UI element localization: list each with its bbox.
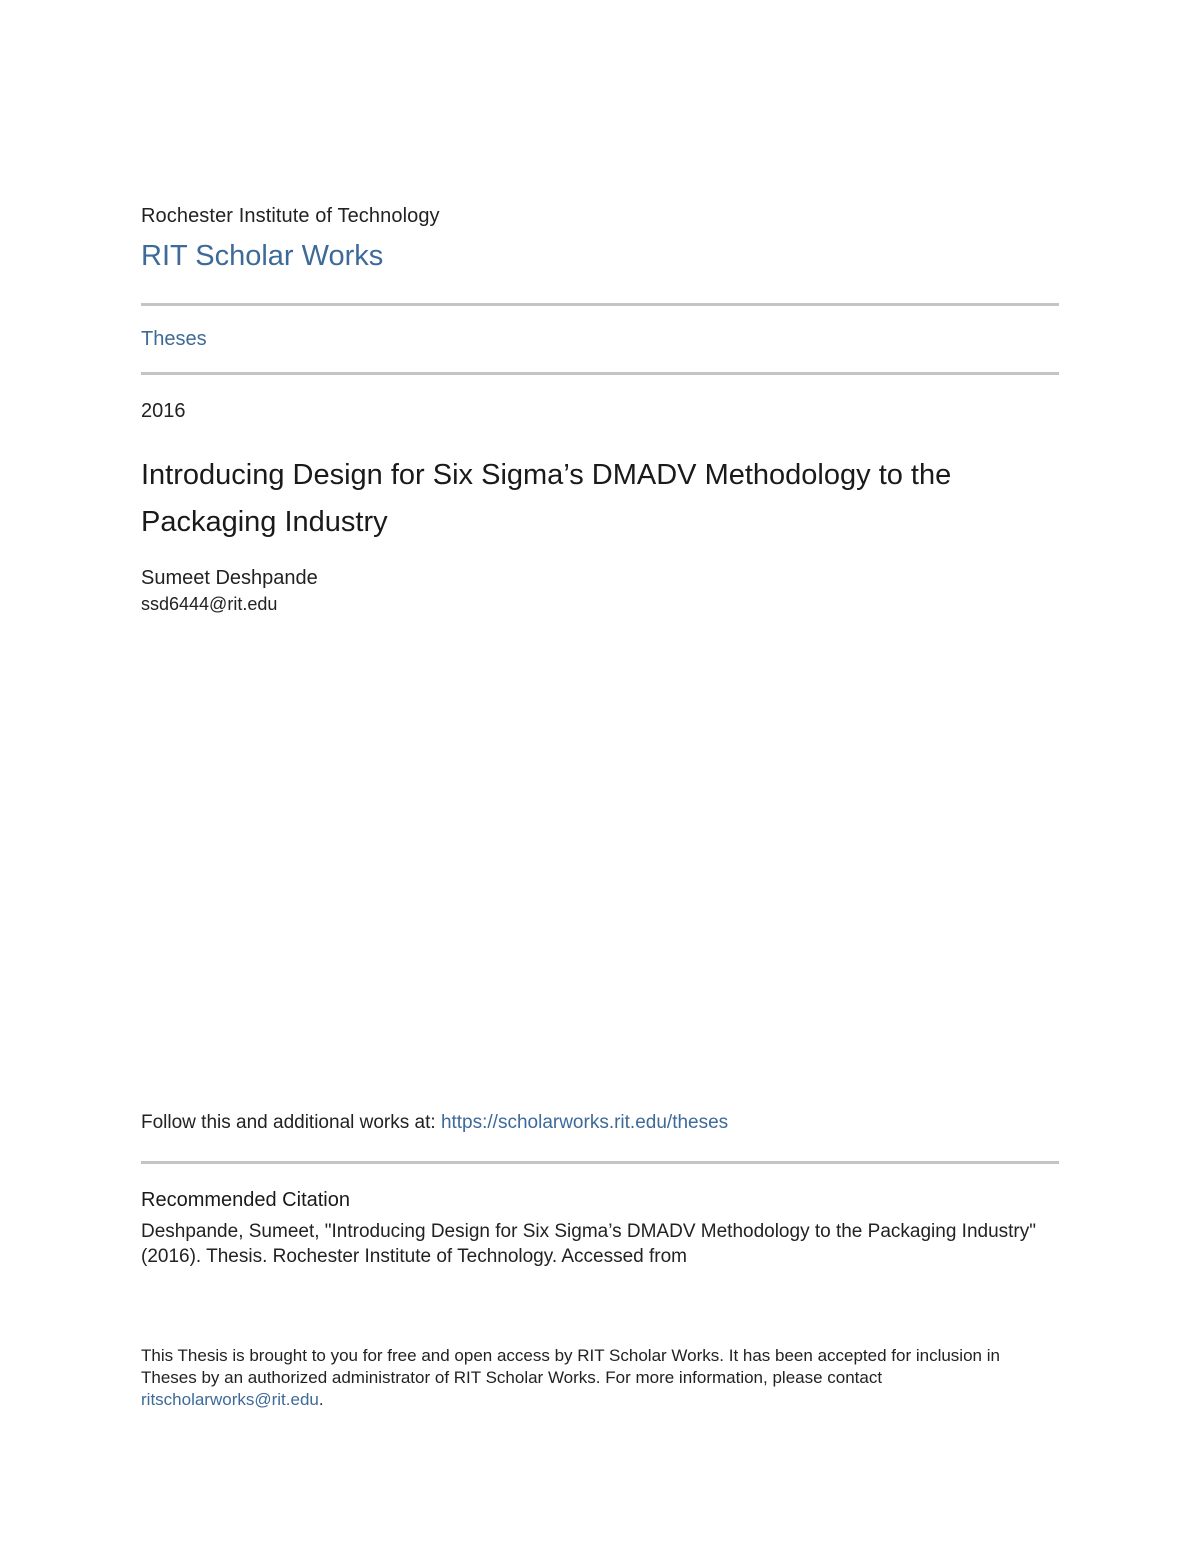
divider	[141, 1161, 1059, 1164]
citation-heading: Recommended Citation	[141, 1189, 350, 1211]
collection-link[interactable]: Theses	[141, 328, 207, 350]
collection-url-link[interactable]: https://scholarworks.rit.edu/theses	[440, 1112, 729, 1133]
document-title: Introducing Design for Six Sigma’s DMADV Methodology to the Packaging Industry	[141, 459, 952, 538]
author-name: Sumeet Deshpande	[141, 567, 318, 589]
follow-prefix: Follow this and additional works at:	[141, 1112, 441, 1133]
divider	[141, 372, 1059, 375]
cover-page	[141, 0, 1059, 1553]
divider	[141, 303, 1059, 306]
repository-link[interactable]: RIT Scholar Works	[141, 240, 384, 272]
notice-text: This Thesis is brought to you for free and open access by RIT Scholar Works. It has been accepted for inclusion in Theses by an authorized administrator of RIT Scholar Works. For more information, please contact	[141, 1346, 1000, 1387]
follow-line	[141, 1112, 728, 1134]
author-email: ssd6444@rit.edu	[141, 594, 278, 614]
institution-name: Rochester Institute of Technology	[141, 205, 440, 227]
publication-year: 2016	[141, 400, 186, 422]
notice-suffix: .	[318, 1390, 324, 1409]
access-notice	[141, 1345, 1041, 1411]
citation-text: Deshpande, Sumeet, "Introducing Design for Six Sigma’s DMADV Methodology to the Packaging Industry" (2016). Thesis. Rochester Institute of Technology. Accessed from	[141, 1221, 1036, 1267]
contact-email-link[interactable]: ritscholarworks@rit.edu	[141, 1390, 319, 1409]
